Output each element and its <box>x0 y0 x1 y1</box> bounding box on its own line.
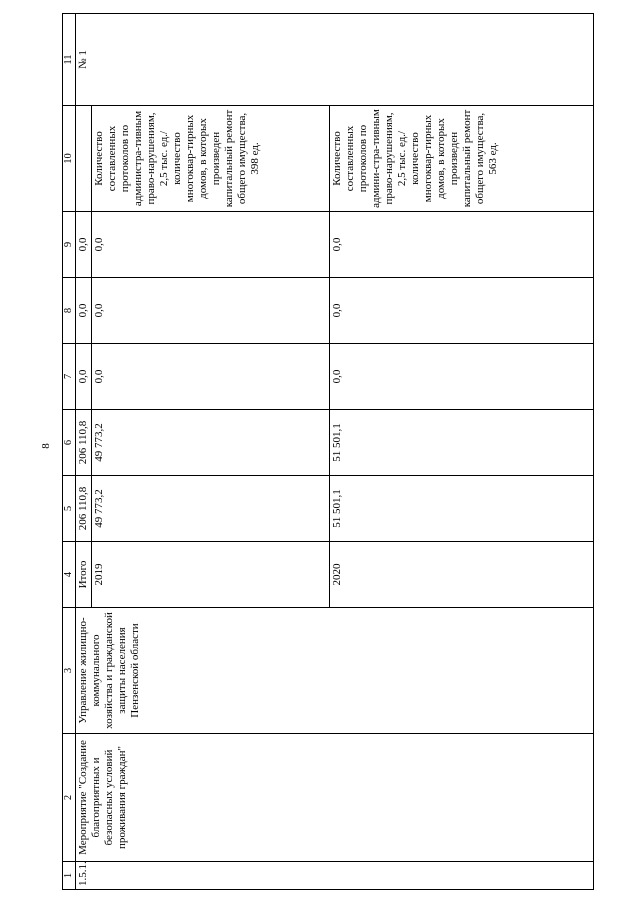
y2020-col9: 0,0 <box>330 212 594 278</box>
col-number-8: 8 <box>63 278 76 344</box>
y2019-col7: 0,0 <box>92 344 330 410</box>
y2019-col9: 0,0 <box>92 212 330 278</box>
total-col6: 206 110,8 <box>76 410 92 476</box>
program-table <box>62 13 594 890</box>
total-col10 <box>76 106 92 212</box>
total-label: Итого <box>76 542 92 608</box>
page-number: 8 <box>40 443 52 449</box>
total-col5: 206 110,8 <box>76 476 92 542</box>
total-col9: 0,0 <box>76 212 92 278</box>
program-table-wrapper <box>62 14 594 890</box>
indicator-ref: № 1 <box>76 14 594 106</box>
y2019-col8: 0,0 <box>92 278 330 344</box>
col-number-3: 3 <box>63 608 76 734</box>
year-2020: 2020 <box>330 542 594 608</box>
rotated-page <box>62 14 594 890</box>
event-name: Мероприятие "Создание благоприятных и безопасных условий проживания граждан" <box>76 734 594 862</box>
total-col8: 0,0 <box>76 278 92 344</box>
total-col7: 0,0 <box>76 344 92 410</box>
column-number-row <box>63 14 76 890</box>
total-row <box>76 14 92 890</box>
col-number-11: 11 <box>63 14 76 106</box>
y2020-col8: 0,0 <box>330 278 594 344</box>
y2019-col6: 49 773,2 <box>92 410 330 476</box>
y2020-col6: 51 501,1 <box>330 410 594 476</box>
col-number-9: 9 <box>63 212 76 278</box>
col-number-5: 5 <box>63 476 76 542</box>
col-number-10: 10 <box>63 106 76 212</box>
col-number-7: 7 <box>63 344 76 410</box>
y2020-col5: 51 501,1 <box>330 476 594 542</box>
y2019-col10: Количество составленных протоколов по администра-тивным право-нарушениям, 2,5 тыс. ед./ количество многоквар-тирных домов, в которых произведен капитальный ремонт общего имущества, 398 ед. <box>92 106 330 212</box>
executor: Управление жилищно-коммунального хозяйства и гражданской защиты населения Пензенской области <box>76 608 594 734</box>
col-number-4: 4 <box>63 542 76 608</box>
y2020-col7: 0,0 <box>330 344 594 410</box>
col-number-2: 2 <box>63 734 76 862</box>
y2020-col10: Количество составленных протоколов по админи-стра-тивным право-нарушениям, 2,5 тыс. ед./ количество многоквар-тирных домов, в которых произведен капитальный ремонт общего имущества, 563 ед. <box>330 106 594 212</box>
row-code: 1.5.1. <box>76 862 594 890</box>
col-number-6: 6 <box>63 410 76 476</box>
y2019-col5: 49 773,2 <box>92 476 330 542</box>
col-number-1: 1 <box>63 862 76 890</box>
year-2019: 2019 <box>92 542 330 608</box>
